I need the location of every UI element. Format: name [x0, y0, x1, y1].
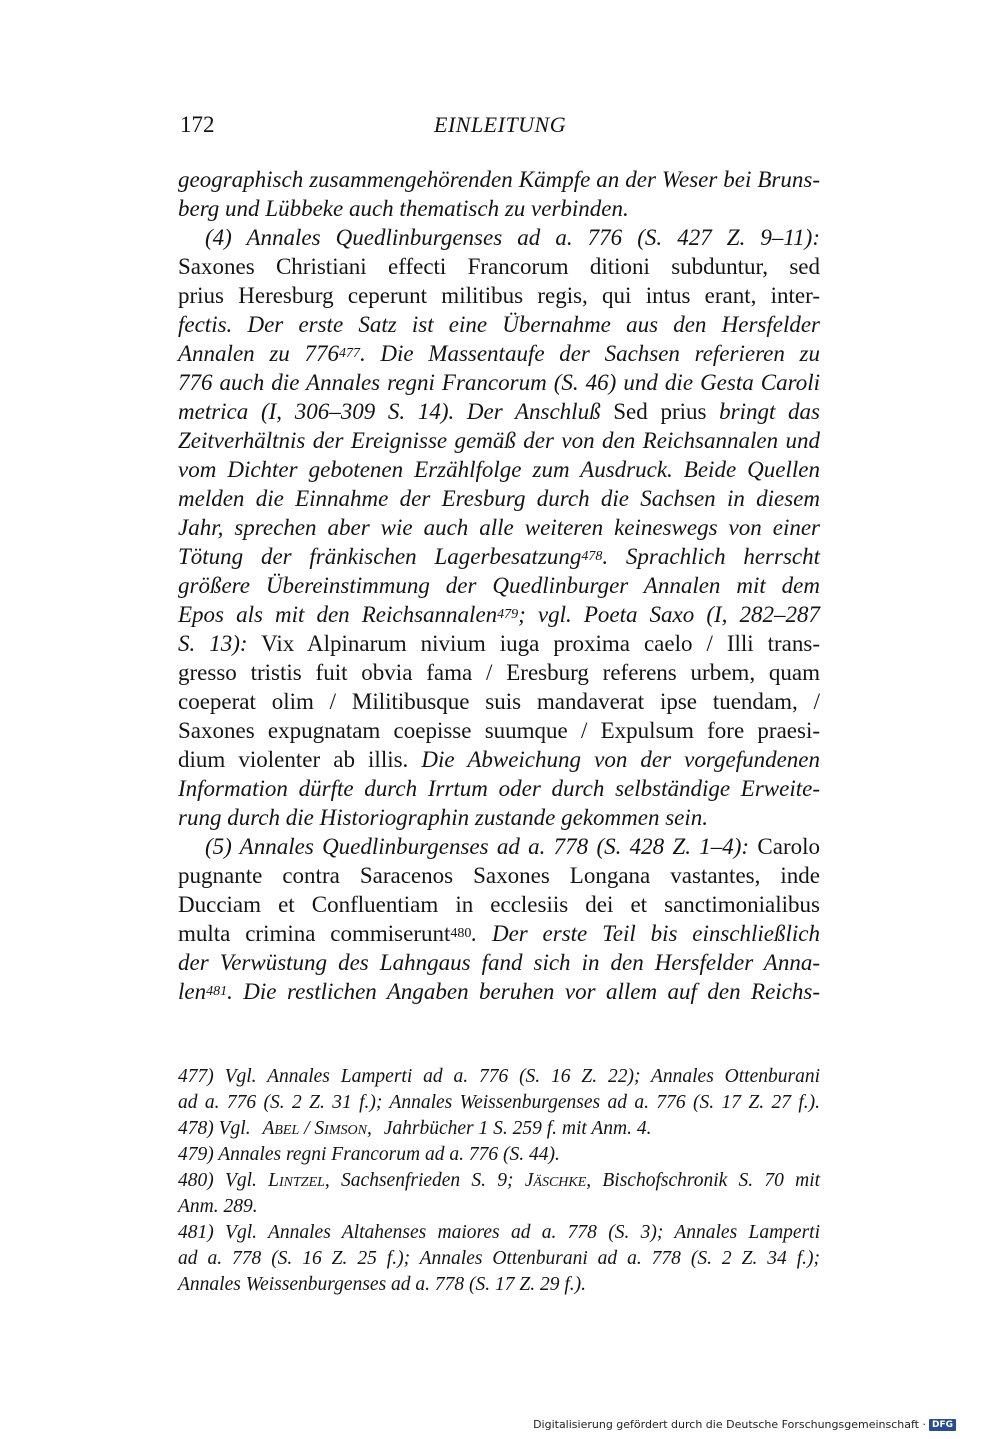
body-line: gresso tristis fuit obvia fama / Eresburg referens urbem, quam [178, 660, 820, 685]
body-line: rung durch die Historiographin zustande gekommen sein. [178, 805, 709, 830]
body-line: der Verwüstung des Lahngaus fand sich in den Hersfelder Anna- [178, 950, 820, 975]
body-line: melden die Einnahme der Eresburg durch die Sachsen in diesem [178, 486, 820, 511]
body-line: fectis. Der erste Satz ist eine Übernahme aus den Hersfelder [178, 312, 820, 337]
body-line: (5) Annales Quedlinburgenses ad a. 778 (S. 428 Z. 1–4): Carolo [205, 834, 821, 859]
body-line: größere Übereinstimmung der Quedlinburger Annalen mit dem [178, 573, 820, 598]
footnotes [178, 1064, 820, 1298]
body-line: multa crimina commiserunt$^{480}$. Der erste Teil bis einschließlich [178, 921, 820, 946]
body-text [178, 165, 820, 1006]
footnote-ref: 477 [338, 346, 360, 361]
body-line: berg und Lübbeke auch thematisch zu verbinden. [178, 196, 629, 221]
credit-text: Digitalisierung gefördert durch die Deutsche Forschungsgemeinschaft · [533, 1418, 926, 1431]
dfg-logo-icon: DFG [929, 1419, 956, 1431]
footnote-line: 478) Vgl. Abel / Simson, Jahrbücher 1 S. 259 f. mit Anm. 4. [178, 1118, 652, 1139]
body-line: geographisch zusammengehörenden Kämpfe an der Weser bei Bruns- [178, 167, 820, 192]
body-line: Epos als mit den Reichsannalen$^{479}$; vgl. Poeta Saxo (I, 282–287 [178, 602, 820, 627]
body-line: Information dürfte durch Irrtum oder durch selbständige Erweite- [178, 776, 820, 801]
body-line: pugnante contra Saracenos Saxones Longana vastantes, inde [178, 863, 820, 888]
footnote-line: ad a. 776 (S. 2 Z. 31 f.); Annales Weissenburgenses ad a. 776 (S. 17 Z. 27 f.). [178, 1092, 820, 1113]
body-line: 776 auch die Annales regni Francorum (S. 46) und die Gesta Caroli [178, 370, 820, 395]
footnote-line: 481) Vgl. Annales Altahenses maiores ad a. 778 (S. 3); Annales Lamperti [178, 1222, 820, 1243]
body-line: Jahr, sprechen aber wie auch alle weiteren keineswegs von einer [178, 515, 820, 540]
page-number: 172 [180, 112, 215, 137]
body-line: Zeitverhältnis der Ereignisse gemäß der von den Reichsannalen und [178, 428, 820, 453]
body-line: coeperat olim / Militibusque suis mandaverat ipse tuendam, / [178, 689, 820, 714]
footnote-line: Annales Weissenburgenses ad a. 778 (S. 17 Z. 29 f.). [178, 1274, 587, 1295]
body-line: prius Heresburg ceperunt militibus regis, qui intus erant, inter- [178, 283, 820, 308]
footnote-line: ad a. 778 (S. 16 Z. 25 f.); Annales Ottenburani ad a. 778 (S. 2 Z. 34 f.); [178, 1248, 820, 1269]
running-head: EINLEITUNG [434, 112, 567, 137]
body-line: Tötung der fränkischen Lagerbesatzung$^{478}$. Sprachlich herrscht [178, 544, 820, 569]
body-line: dium violenter ab illis. Die Abweichung von der vorgefundenen [178, 747, 821, 772]
body-line: Saxones Christiani effecti Francorum ditioni subduntur, sed [178, 254, 820, 279]
body-line: S. 13): Vix Alpinarum nivium iuga proxima caelo / Illi trans- [178, 631, 820, 656]
footnote-ref: 480 [450, 926, 472, 941]
body-line: (4) Annales Quedlinburgenses ad a. 776 (S. 427 Z. 9–11): [205, 225, 820, 250]
footnote-ref: 479 [497, 607, 519, 622]
body-line: metrica (I, 306–309 S. 14). Der Anschluß Sed prius bringt das [178, 399, 820, 424]
footnote-ref: 481 [206, 984, 228, 999]
digitization-credit [533, 1418, 956, 1431]
body-line: Ducciam et Confluentiam in ecclesiis dei et sanctimonialibus [178, 892, 820, 917]
body-line: len$^{481}$. Die restlichen Angaben beruhen vor allem auf den Reichs- [178, 979, 820, 1004]
body-line: Annalen zu $776^{477}$. Die Massentaufe der Sachsen referieren zu [178, 341, 820, 366]
footnote-ref: 478 [581, 549, 603, 564]
footnote-line: 477) Vgl. Annales Lamperti ad a. 776 (S. 16 Z. 22); Annales Ottenburani [178, 1066, 820, 1087]
footnote-line: 479) Annales regni Francorum ad a. 776 (S. 44). [178, 1144, 560, 1165]
footnote-line: Anm. 289. [178, 1196, 258, 1217]
body-line: Saxones expugnatam coepisse suumque / Expulsum fore praesi- [178, 718, 820, 743]
body-line: vom Dichter gebotenen Erzählfolge zum Ausdruck. Beide Quellen [178, 457, 820, 482]
footnote-line: 480) Vgl. Lintzel, Sachsenfrieden S. 9; Jäschke, Bischofschronik S. 70 mit [178, 1170, 821, 1191]
